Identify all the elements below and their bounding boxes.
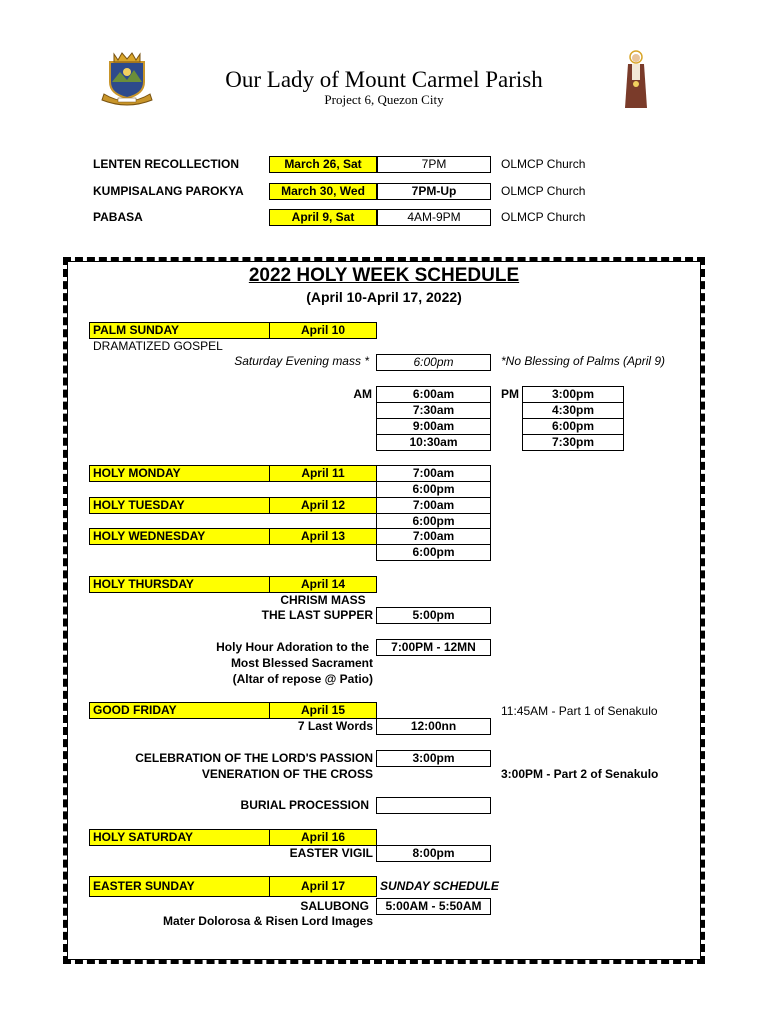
day-date: April 10 bbox=[269, 322, 377, 339]
burial-time bbox=[376, 797, 491, 814]
adoration-line: Holy Hour Adoration to the bbox=[216, 640, 369, 654]
passion-time: 3:00pm bbox=[376, 750, 491, 767]
sunday-schedule-note: SUNDAY SCHEDULE bbox=[380, 879, 499, 893]
pre-event-name: LENTEN RECOLLECTION bbox=[93, 157, 239, 171]
schedule-title: 2022 HOLY WEEK SCHEDULE bbox=[248, 265, 520, 286]
mass-time: 6:00pm bbox=[376, 481, 491, 498]
day-date: April 15 bbox=[269, 702, 377, 719]
senakulo-part-2: 3:00PM - Part 2 of Senakulo bbox=[501, 767, 659, 781]
mass-time: 7:00am bbox=[376, 465, 491, 482]
veneration-cross: VENERATION OF THE CROSS bbox=[201, 767, 373, 781]
day-name: HOLY WEDNESDAY bbox=[89, 528, 270, 545]
evening-mass-label: Saturday Evening mass * bbox=[234, 354, 369, 368]
day-name: EASTER SUNDAY bbox=[89, 876, 270, 897]
pre-event-name: KUMPISALANG PAROKYA bbox=[93, 184, 244, 198]
day-name: HOLY SATURDAY bbox=[89, 829, 270, 846]
last-supper: THE LAST SUPPER bbox=[261, 608, 373, 622]
mass-time: 6:00pm bbox=[376, 513, 491, 530]
am-time: 6:00am bbox=[376, 386, 491, 403]
pre-event-name: PABASA bbox=[93, 210, 143, 224]
day-date: April 13 bbox=[269, 528, 377, 545]
last-words-time: 12:00nn bbox=[376, 718, 491, 735]
day-name: GOOD FRIDAY bbox=[89, 702, 270, 719]
pm-time: 6:00pm bbox=[522, 418, 624, 435]
easter-vigil: EASTER VIGIL bbox=[289, 846, 373, 860]
pre-event-date: March 26, Sat bbox=[269, 156, 377, 173]
day-date: April 14 bbox=[269, 576, 377, 593]
easter-vigil-time: 8:00pm bbox=[376, 845, 491, 862]
evening-mass-time: 6:00pm bbox=[376, 354, 491, 371]
am-time: 7:30am bbox=[376, 402, 491, 419]
day-name: HOLY TUESDAY bbox=[89, 497, 270, 514]
pre-event-venue: OLMCP Church bbox=[501, 210, 586, 224]
pm-time: 7:30pm bbox=[522, 434, 624, 451]
pre-event-time: 7PM-Up bbox=[377, 183, 491, 200]
last-words: 7 Last Words bbox=[297, 719, 373, 733]
adoration-line: (Altar of repose @ Patio) bbox=[232, 672, 373, 686]
pre-event-date: March 30, Wed bbox=[269, 183, 377, 200]
day-name: HOLY MONDAY bbox=[89, 465, 270, 482]
pre-event-time: 7PM bbox=[377, 156, 491, 173]
day-date: April 16 bbox=[269, 829, 377, 846]
adoration-line: Most Blessed Sacrament bbox=[230, 656, 373, 670]
salubong-time: 5:00AM - 5:50AM bbox=[376, 898, 491, 915]
day-name: PALM SUNDAY bbox=[89, 322, 270, 339]
pre-event-time: 4AM-9PM bbox=[377, 209, 491, 226]
am-time: 9:00am bbox=[376, 418, 491, 435]
burial-procession: BURIAL PROCESSION bbox=[240, 798, 369, 812]
day-name: HOLY THURSDAY bbox=[89, 576, 270, 593]
pm-label: PM bbox=[501, 387, 519, 401]
palm-note: DRAMATIZED GOSPEL bbox=[93, 339, 223, 353]
adoration-time: 7:00PM - 12MN bbox=[376, 639, 491, 656]
am-time: 10:30am bbox=[376, 434, 491, 451]
no-blessing-note: *No Blessing of Palms (April 9) bbox=[501, 354, 666, 368]
mass-time: 7:00am bbox=[376, 528, 491, 545]
chrism-mass: CHRISM MASS bbox=[280, 593, 366, 607]
last-supper-time: 5:00pm bbox=[376, 607, 491, 624]
am-label: AM bbox=[353, 387, 372, 401]
senakulo-part-1: 11:45AM - Part 1 of Senakulo bbox=[501, 704, 658, 718]
mass-time: 6:00pm bbox=[376, 544, 491, 561]
pre-event-venue: OLMCP Church bbox=[501, 157, 586, 171]
parish-location: Project 6, Quezon City bbox=[324, 92, 444, 107]
pm-time: 3:00pm bbox=[522, 386, 624, 403]
day-date: April 11 bbox=[269, 465, 377, 482]
schedule-subtitle: (April 10-April 17, 2022) bbox=[306, 289, 462, 305]
procession-images: Mater Dolorosa & Risen Lord Images bbox=[162, 914, 373, 928]
day-date: April 17 bbox=[269, 876, 377, 897]
pm-time: 4:30pm bbox=[522, 402, 624, 419]
lords-passion: CELEBRATION OF THE LORD'S PASSION bbox=[135, 751, 373, 765]
pre-event-date: April 9, Sat bbox=[269, 209, 377, 226]
parish-name: Our Lady of Mount Carmel Parish bbox=[225, 67, 543, 92]
mass-time: 7:00am bbox=[376, 497, 491, 514]
day-date: April 12 bbox=[269, 497, 377, 514]
salubong: SALUBONG bbox=[300, 899, 369, 913]
pre-event-venue: OLMCP Church bbox=[501, 184, 586, 198]
